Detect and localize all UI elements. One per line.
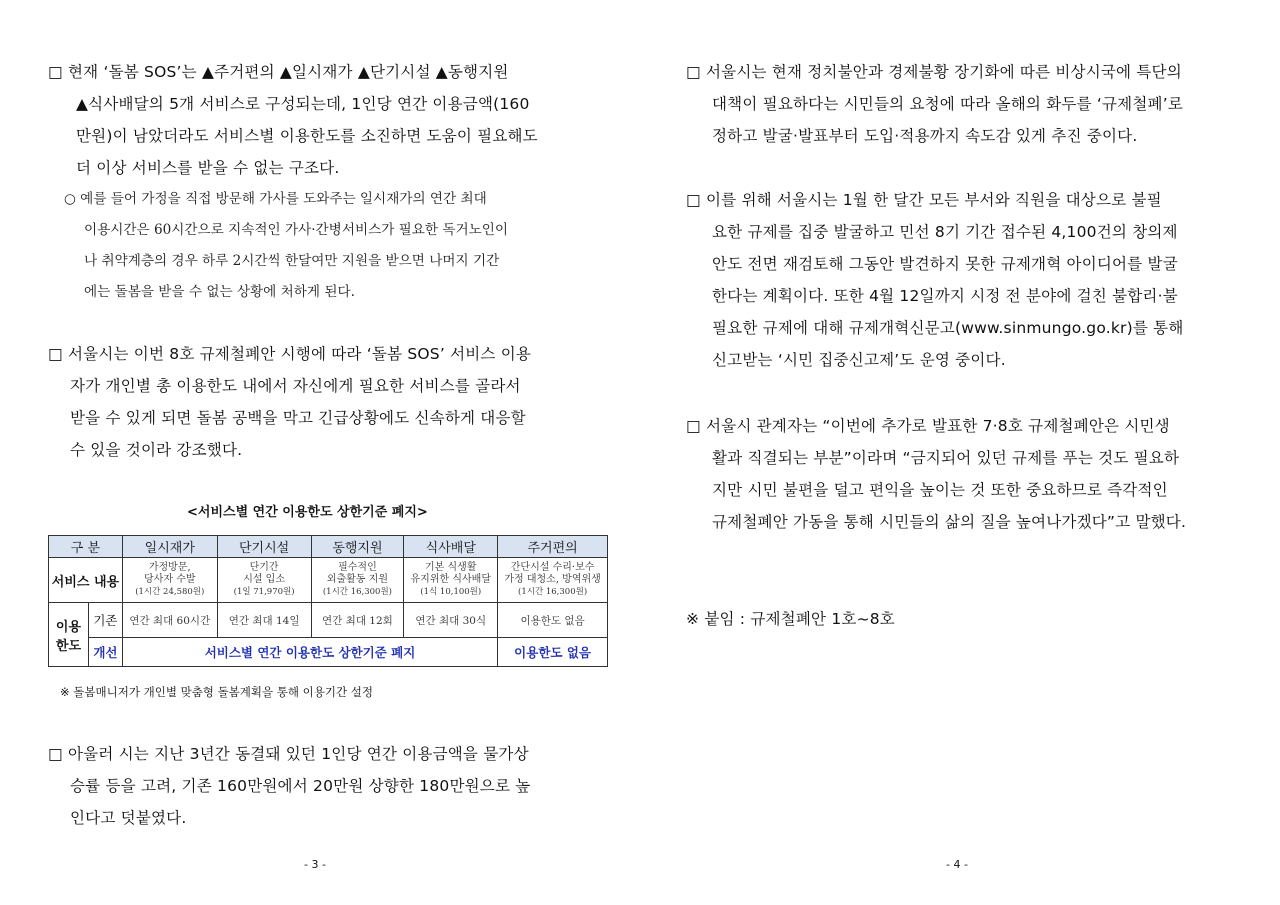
text-line: □ 이를 위해 서울시는 1월 한 달간 모든 부서와 직원을 대상으로 불필 <box>686 191 1162 209</box>
base-cell: 연간 최대 14일 <box>217 603 311 638</box>
improve-cell: 이용한도 없음 <box>498 638 608 667</box>
row-label-limit: 이용 한도 <box>49 603 89 667</box>
text-line: 요한 규제를 집중 발굴하고 민선 8기 기간 접수된 4,100건의 창의제 <box>712 223 1178 241</box>
table-header-row <box>49 536 608 558</box>
base-cell: 연간 최대 30식 <box>404 603 498 638</box>
text-line: 지만 시민 불편을 덜고 편익을 높이는 것 또한 중요하므로 즉각적인 <box>712 481 1168 499</box>
header-cell: 구 분 <box>49 536 123 558</box>
text-line: □ 현재 ‘돌봄 SOS’는 ▲주거편의 ▲일시재가 ▲단기시설 ▲동행지원 <box>48 63 509 81</box>
service-cell: 가정방문, 당사자 수발 (1시간 24,580원) <box>122 558 217 603</box>
text-line: 필요한 규제에 대해 규제개혁신문고(www.sinmungo.go.kr)를 통해 <box>712 319 1184 337</box>
text-line: 만원)이 남았더라도 서비스별 이용한도를 소진하면 도움이 필요해도 <box>76 127 538 145</box>
paragraph-dolbom-structure <box>48 56 538 184</box>
text-line: 자가 개인별 총 이용한도 내에서 자신에게 필요한 서비스를 골라서 <box>70 377 521 395</box>
row-label-base: 기존 <box>88 603 122 638</box>
text-line: 안도 전면 재검토해 그동안 발견하지 못한 규제개혁 아이디어를 발굴 <box>712 255 1178 273</box>
base-cell: 이용한도 없음 <box>498 603 608 638</box>
header-cell: 주거편의 <box>498 536 608 558</box>
paragraph-discovery-plan <box>686 184 1184 376</box>
paragraph-official-quote <box>686 410 1186 538</box>
header-cell: 동행지원 <box>311 536 404 558</box>
service-cell: 필수적인 외출활동 지원 (1시간 16,300원) <box>311 558 404 603</box>
text-line: 더 이상 서비스를 받을 수 없는 구조다. <box>76 159 340 177</box>
sub-paragraph-example <box>64 184 508 308</box>
paragraph-seoul-emphasis <box>48 338 531 466</box>
improve-cell: 서비스별 연간 이용한도 상한기준 폐지 <box>122 638 497 667</box>
table-row-base <box>49 603 608 638</box>
text-line: 활과 직결되는 부분”이라며 “금지되어 있던 규제를 푸는 것도 필요하 <box>712 449 1180 467</box>
table-row-improve <box>49 638 608 667</box>
text-line: □ 서울시는 이번 8호 규제철폐안 시행에 따라 ‘돌봄 SOS’ 서비스 이용 <box>48 345 532 363</box>
text-line: ※ 붙임 : 규제철폐안 1호~8호 <box>686 610 895 628</box>
table-note: ※ 돌봄매니저가 개인별 맞춤형 돌봄계획을 통해 이용기간 설정 <box>60 685 373 699</box>
row-label: 서비스 내용 <box>49 558 123 603</box>
text-line: 정하고 발굴·발표부터 도입·적용까지 속도감 있게 추진 중이다. <box>712 127 1138 145</box>
service-cell: 단기간 시설 입소 (1일 71,970원) <box>217 558 311 603</box>
header-cell: 식사배달 <box>404 536 498 558</box>
text-line: 대책이 필요하다는 시민들의 요청에 따라 올해의 화두를 ‘규제철폐’로 <box>712 95 1183 113</box>
text-line: ▲식사배달의 5개 서비스로 구성되는데, 1인당 연간 이용금액(160 <box>76 95 530 113</box>
page-4 <box>640 0 1280 905</box>
header-cell: 단기시설 <box>217 536 311 558</box>
service-cell: 간단시설 수리·보수 가정 대청소, 방역위생 (1시간 16,300원) <box>498 558 608 603</box>
text-line: 규제철폐안 가동을 통해 시민들의 삶의 질을 높여나가겠다”고 말했다. <box>712 513 1187 531</box>
row-label-improve: 개선 <box>88 638 122 667</box>
header-cell: 일시재가 <box>122 536 217 558</box>
text-line: 한다는 계획이다. 또한 4월 12일까지 시정 전 분야에 걸친 불합리·불 <box>712 287 1178 305</box>
text-line: □ 서울시는 현재 정치불안과 경제불황 장기화에 따른 비상시국에 특단의 <box>686 63 1182 81</box>
text-line: 승률 등을 고려, 기존 160만원에서 20만원 상향한 180만원으로 높 <box>70 777 531 795</box>
text-line: □ 아울러 시는 지난 3년간 동결돼 있던 1인당 연간 이용금액을 물가상 <box>48 745 529 763</box>
service-limit-table <box>48 535 608 667</box>
service-cell: 기본 식생활 유지위한 식사배달 (1식 10,100원) <box>404 558 498 603</box>
paragraph-price-raise <box>48 738 530 834</box>
page-number: - 3 - <box>304 858 326 871</box>
text-line: 수 있을 것이라 강조했다. <box>70 441 243 459</box>
attachment-note <box>686 603 895 635</box>
table-row-service <box>49 558 608 603</box>
text-line: ○ 예를 들어 가정을 직접 방문해 가사를 도와주는 일시재가의 연간 최대 <box>64 191 487 207</box>
table-caption: <서비스별 연간 이용한도 상한기준 폐지> <box>187 505 428 520</box>
paragraph-regulation-policy <box>686 56 1183 152</box>
base-cell: 연간 최대 12회 <box>311 603 404 638</box>
text-line: □ 서울시 관계자는 “이번에 추가로 발표한 7·8호 규제철폐안은 시민생 <box>686 417 1170 435</box>
base-cell: 연간 최대 60시간 <box>122 603 217 638</box>
text-line: 에는 돌봄을 받을 수 없는 상황에 처하게 된다. <box>84 284 355 300</box>
text-line: 받을 수 있게 되면 돌봄 공백을 막고 긴급상황에도 신속하게 대응할 <box>70 409 526 427</box>
text-line: 신고받는 ‘시민 집중신고제’도 운영 중이다. <box>712 351 1006 369</box>
text-line: 이용시간은 60시간으로 지속적인 가사·간병서비스가 필요한 독거노인이 <box>84 222 509 238</box>
page-number: - 4 - <box>946 858 968 871</box>
text-line: 나 취약계층의 경우 하루 2시간씩 한달여만 지원을 받으면 나머지 기간 <box>84 253 500 269</box>
text-line: 인다고 덧붙였다. <box>70 809 187 827</box>
